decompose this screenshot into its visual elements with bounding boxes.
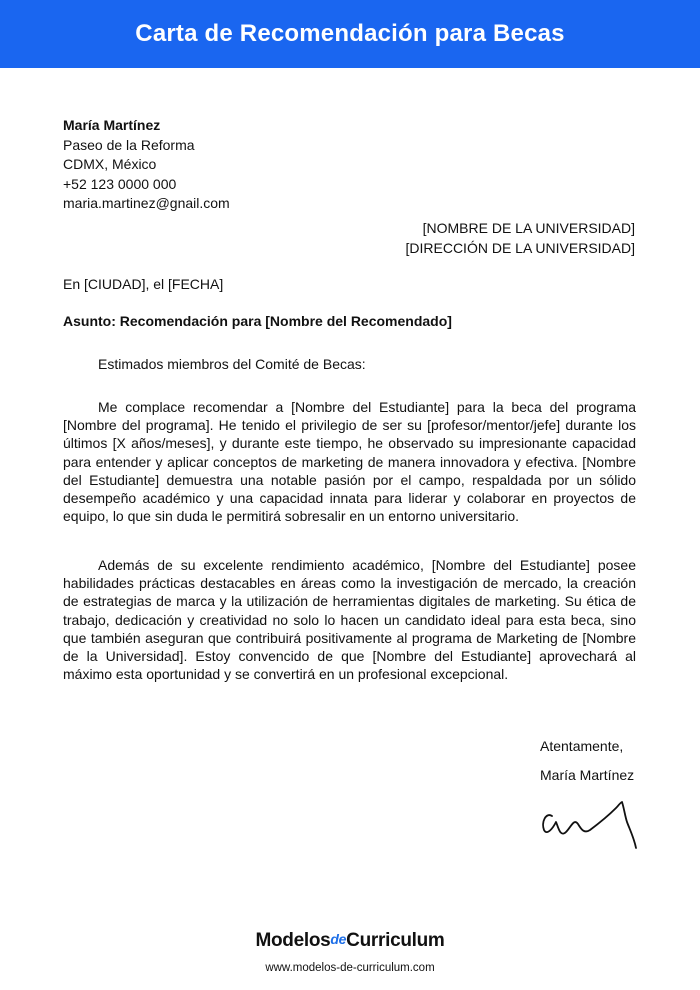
logo-word-de: de (330, 931, 347, 947)
recipient-block (406, 219, 636, 258)
body-paragraph-2: Además de su excelente rendimiento académico, [Nombre del Estudiante] posee habilidades prácticas destacables en áreas como la investigación de mercado, la creación de estrategias de marca y la utilización de herramientas digitales de marketing. Su ética de trabajo, dedicación y creatividad no solo lo hacen un candidato ideal para esta beca, sino que también aseguran que contribuirá positivamente al programa de Marketing de [Nombre de la Universidad]. Estoy convencido de que [Nombre del Estudiante] aprovechará al máximo esta oportunidad y se convertirá en un profesional excepcional. (63, 557, 636, 683)
recipient-university: [NOMBRE DE LA UNIVERSIDAD] (422, 220, 635, 236)
signer-name: María Martínez (540, 767, 635, 783)
logo-word-curriculum: Curriculum (346, 930, 445, 951)
place-date: En [CIUDAD], el [FECHA] (63, 276, 224, 292)
body-paragraph-1: Me complace recomendar a [Nombre del Estudiante] para la beca del programa [Nombre del programa]. He tenido el privilegio de ser su [profesor/mentor/jefe] durante los últimos [X años/meses], y durante este tiempo, he observado su impresionante capacidad para entender y aplicar conceptos de marketing de manera innovadora y efectiva. [Nombre del Estudiante] demuestra una notable pasión por el campo, respaldada por un sólido desempeño académico y una capacidad innata para liderar y colaborar en proyectos de equipo, lo que sin duda le permitirá sobresalir en un entorno universitario. (63, 399, 636, 525)
sender-city: CDMX, México (63, 156, 157, 172)
sender-email: maria.martinez@gnail.com (63, 195, 230, 211)
logo-word-modelos: Modelos (255, 930, 331, 951)
title-banner (0, 0, 700, 68)
handwritten-signature (538, 798, 643, 858)
sender-street: Paseo de la Reforma (63, 136, 195, 153)
greeting: Estimados miembros del Comité de Becas: (98, 356, 366, 372)
website-url: www.modelos-de-curriculum.com (265, 962, 435, 974)
recipient-address: [DIRECCIÓN DE LA UNIVERSIDAD] (405, 239, 635, 256)
page-title: Carta de Recomendación para Becas (135, 20, 565, 47)
subject-line: Asunto: Recomendación para [Nombre del Recomendado] (63, 313, 452, 329)
closing: Atentamente, (540, 738, 624, 754)
sender-block (63, 116, 230, 214)
brand-logo (0, 930, 700, 952)
sender-phone: +52 123 0000 000 (63, 175, 177, 192)
sender-name: María Martínez (63, 117, 161, 133)
